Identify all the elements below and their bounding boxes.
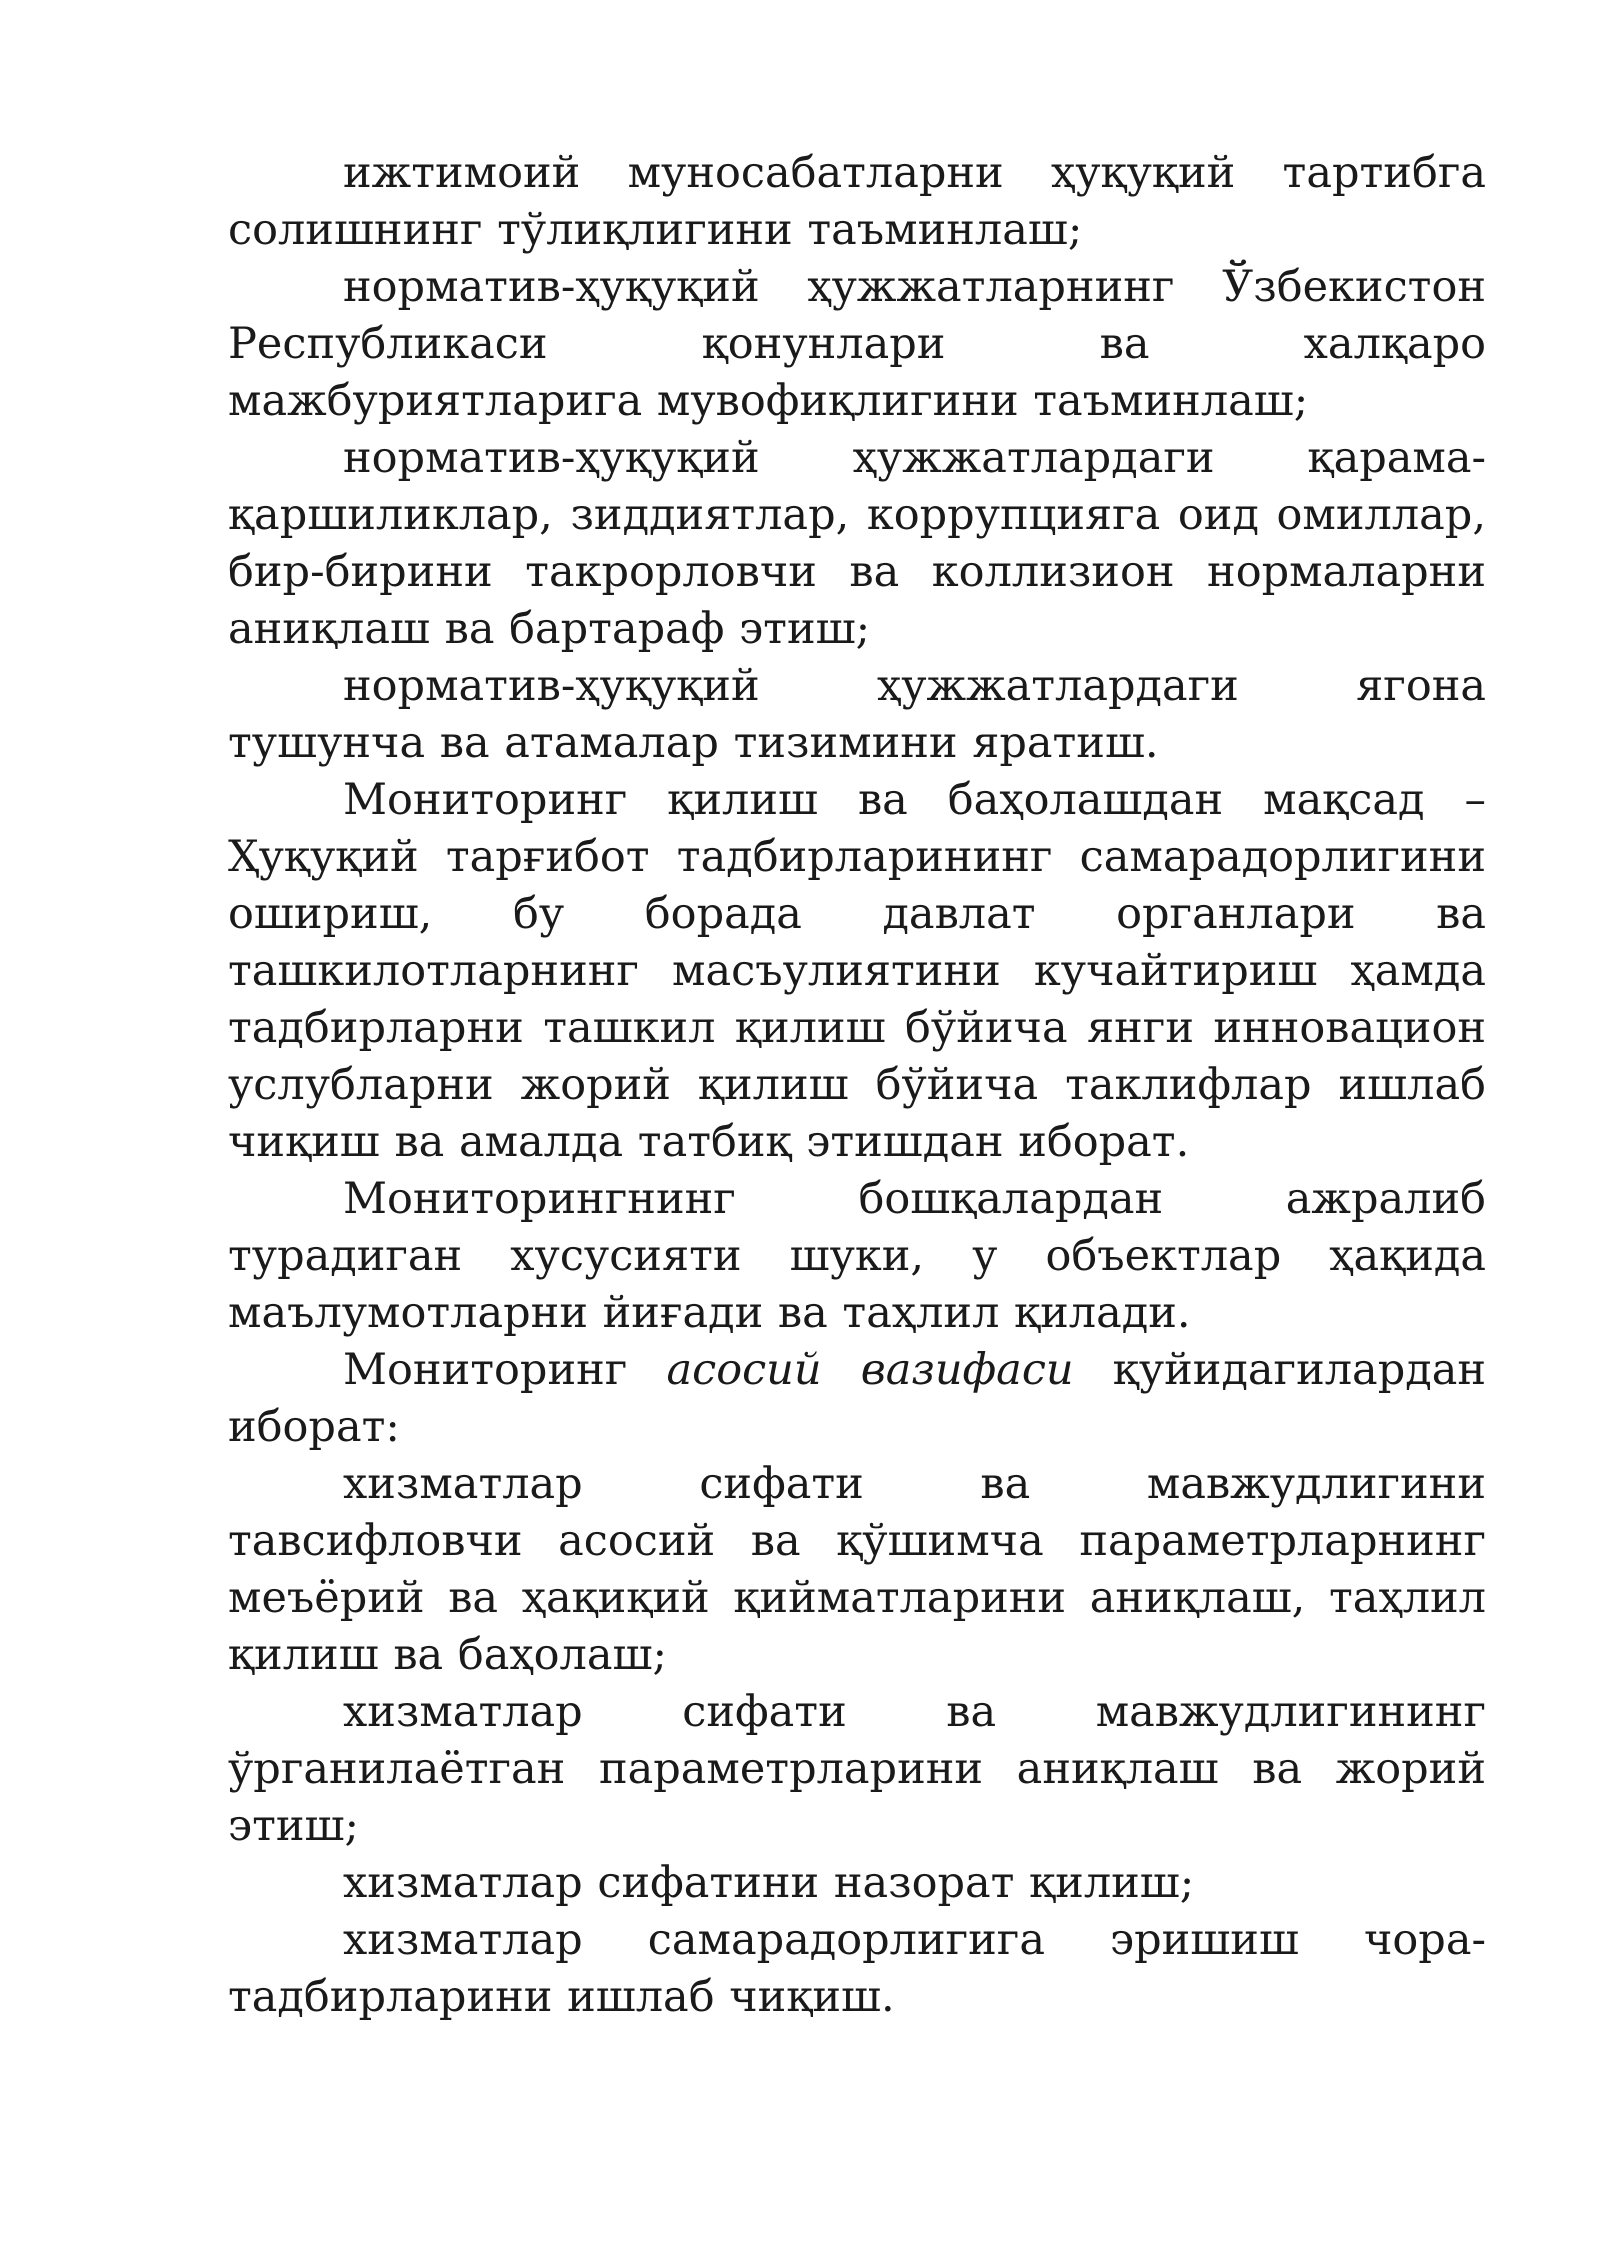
paragraph-4: норматив-ҳуқуқий ҳужжатлардаги ягона тушунча ва атамалар тизимини яратиш. — [228, 661, 1486, 768]
paragraph-7 — [228, 1342, 1486, 1456]
document-page — [228, 145, 1486, 2026]
paragraph-1: ижтимоий муносабатларни ҳуқуқий тартибга солишнинг тўлиқлигини таъминлаш; — [228, 148, 1486, 255]
paragraph-7-start: Мониторинг — [343, 1345, 667, 1395]
paragraph-7-end: қуйидагилардан иборат: — [228, 1345, 1486, 1452]
paragraph-8: хизматлар сифати ва мавжудлигини тавсифловчи асосий ва қўшимча параметрларнинг меъёрий ва ҳақиқий қийматларини аниқлаш, таҳлил қилиш ва баҳолаш; — [228, 1459, 1486, 1680]
paragraph-10: хизматлар сифатини назорат қилиш; — [343, 1858, 1195, 1908]
paragraph-9: хизматлар сифати ва мавжудлигининг ўрганилаётган параметрларини аниқлаш ва жорий этиш; — [228, 1687, 1486, 1851]
paragraph-5: Мониторинг қилиш ва баҳолашдан мақсад – Ҳуқуқий тарғибот тадбирларининг самарадорлигини ошириш, бу борада давлат органлари ва ташкилотларнинг масъулиятини кучайтириш ҳамда тадбирларни ташкил қилиш бўйича янги инновацион услубларни жорий қилиш бўйича таклифлар ишлаб чиқиш ва амалда татбиқ этишдан иборат. — [228, 775, 1486, 1167]
paragraph-7-italic: асосий вазифаси — [666, 1345, 1074, 1395]
paragraph-6: Мониторингнинг бошқалардан ажралиб турадиган хусусияти шуки, у объектлар ҳақида маълумотларни йиғади ва таҳлил қилади. — [228, 1174, 1486, 1338]
paragraph-3: норматив-ҳуқуқий ҳужжатлардаги қарама-қаршиликлар, зиддиятлар, коррупцияга оид омиллар, бир-бирини такрорловчи ва коллизион нормаларни аниқлаш ва бартараф этиш; — [228, 433, 1486, 654]
paragraph-2: норматив-ҳуқуқий ҳужжатларнинг Ўзбекистон Республикаси қонунлари ва халқаро мажбуриятларига мувофиқлигини таъминлаш; — [228, 262, 1486, 426]
paragraph-11: хизматлар самарадорлигига эришиш чора-тадбирларини ишлаб чиқиш. — [228, 1915, 1486, 2022]
